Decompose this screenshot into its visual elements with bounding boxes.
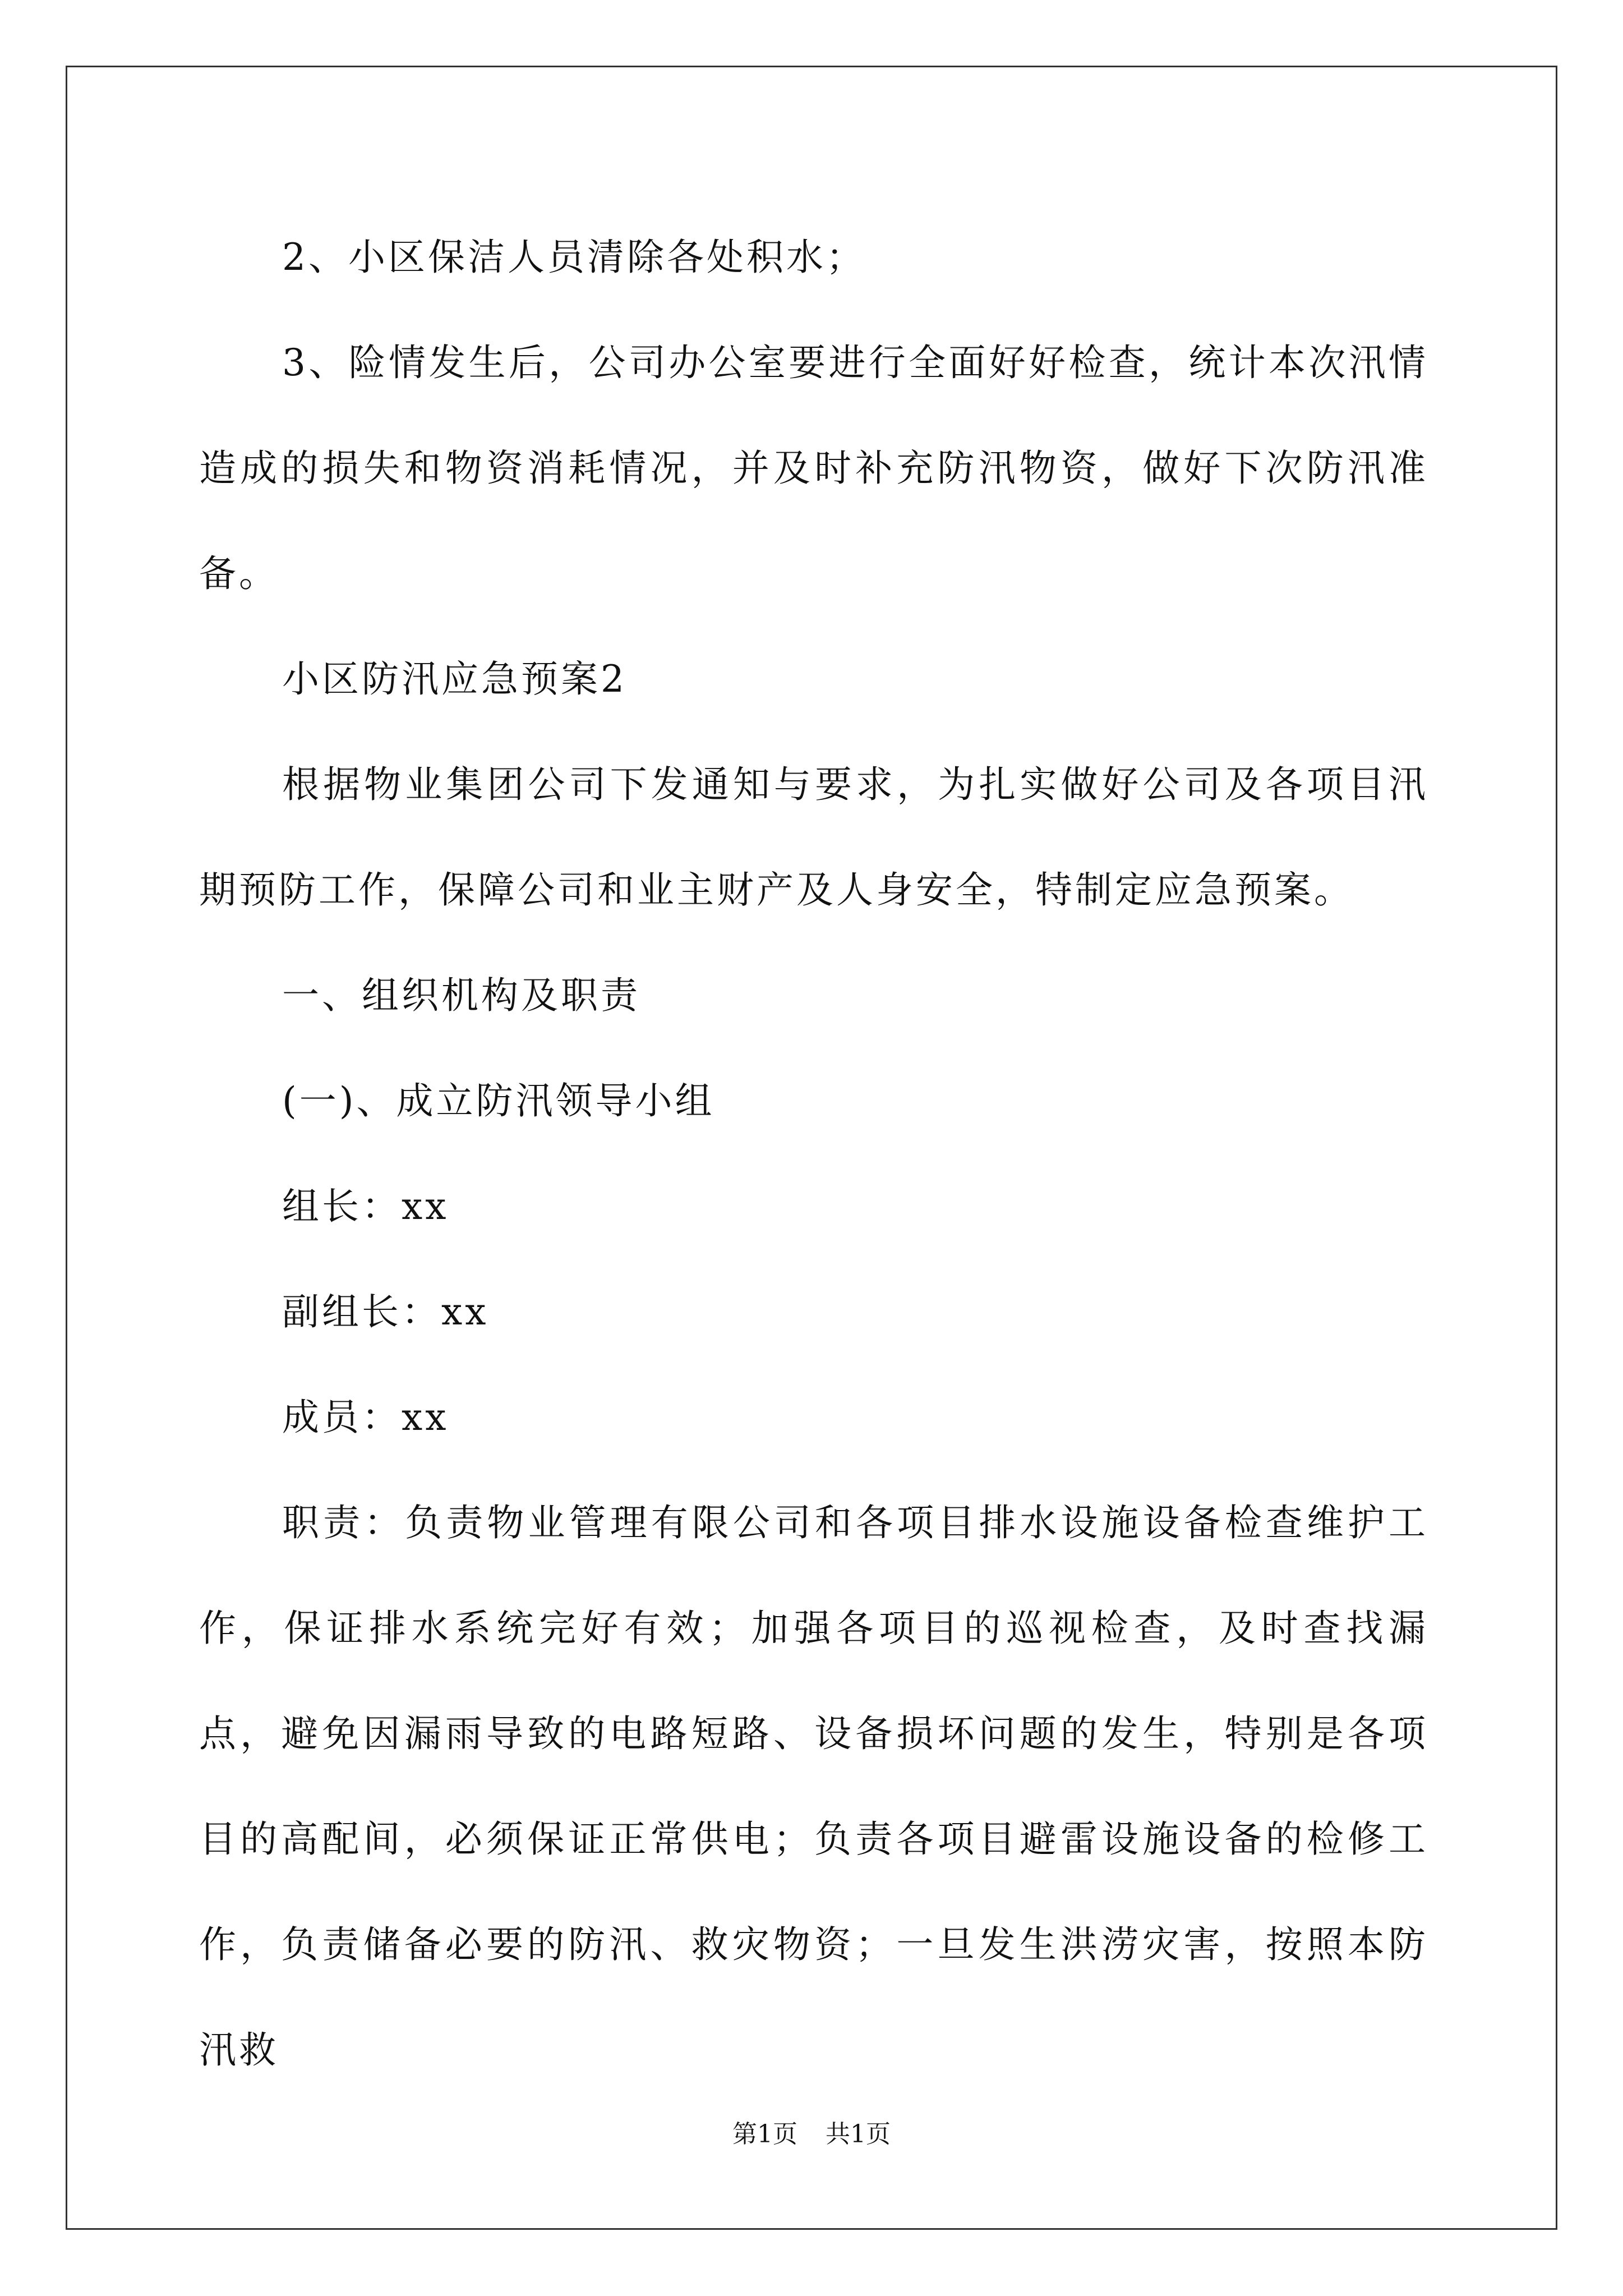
section-title: 小区防汛应急预案2 <box>282 657 627 701</box>
page-footer <box>0 2118 1623 2151</box>
paragraph-intro: 根据物业集团公司下发通知与要求，为扎实做好公司及各项目汛期预防工作，保障公司和业主财产及人身安全，特制定应急预案。 <box>199 763 1428 912</box>
page-total: 共1页 <box>826 2120 891 2148</box>
paragraph-cleanup: 2、小区保洁人员清除各处积水； <box>282 236 866 279</box>
page-number: 第1页 <box>732 2120 797 2148</box>
deputy-leader: 副组长：xx <box>282 1290 489 1333</box>
heading-organization: 一、组织机构及职责 <box>282 974 640 1017</box>
paragraph-duties: 职责：负责物业管理有限公司和各项目排水设施设备检查维护工作，保证排水系统完好有效；加强各项目的巡视检查，及时查找漏点，避免因漏雨导致的电路短路、设备损坏问题的发生，特别是各项目的高配间，必须保证正常供电；负责各项目避雷设施设备的检修工作，负责储备必要的防汛、救灾物资；一旦发生洪涝灾害，按照本防汛救 <box>199 1501 1428 2072</box>
heading-leadership-group: (一)、成立防汛领导小组 <box>282 1079 715 1122</box>
paragraph-inspection: 3、险情发生后，公司办公室要进行全面好好检查，统计本次汛情造成的损失和物资消耗情况，并及时补充防汛物资，做好下次防汛准备。 <box>199 341 1428 595</box>
members: 成员：xx <box>282 1396 449 1439</box>
document-body <box>199 205 1428 2103</box>
group-leader: 组长：xx <box>282 1185 449 1228</box>
